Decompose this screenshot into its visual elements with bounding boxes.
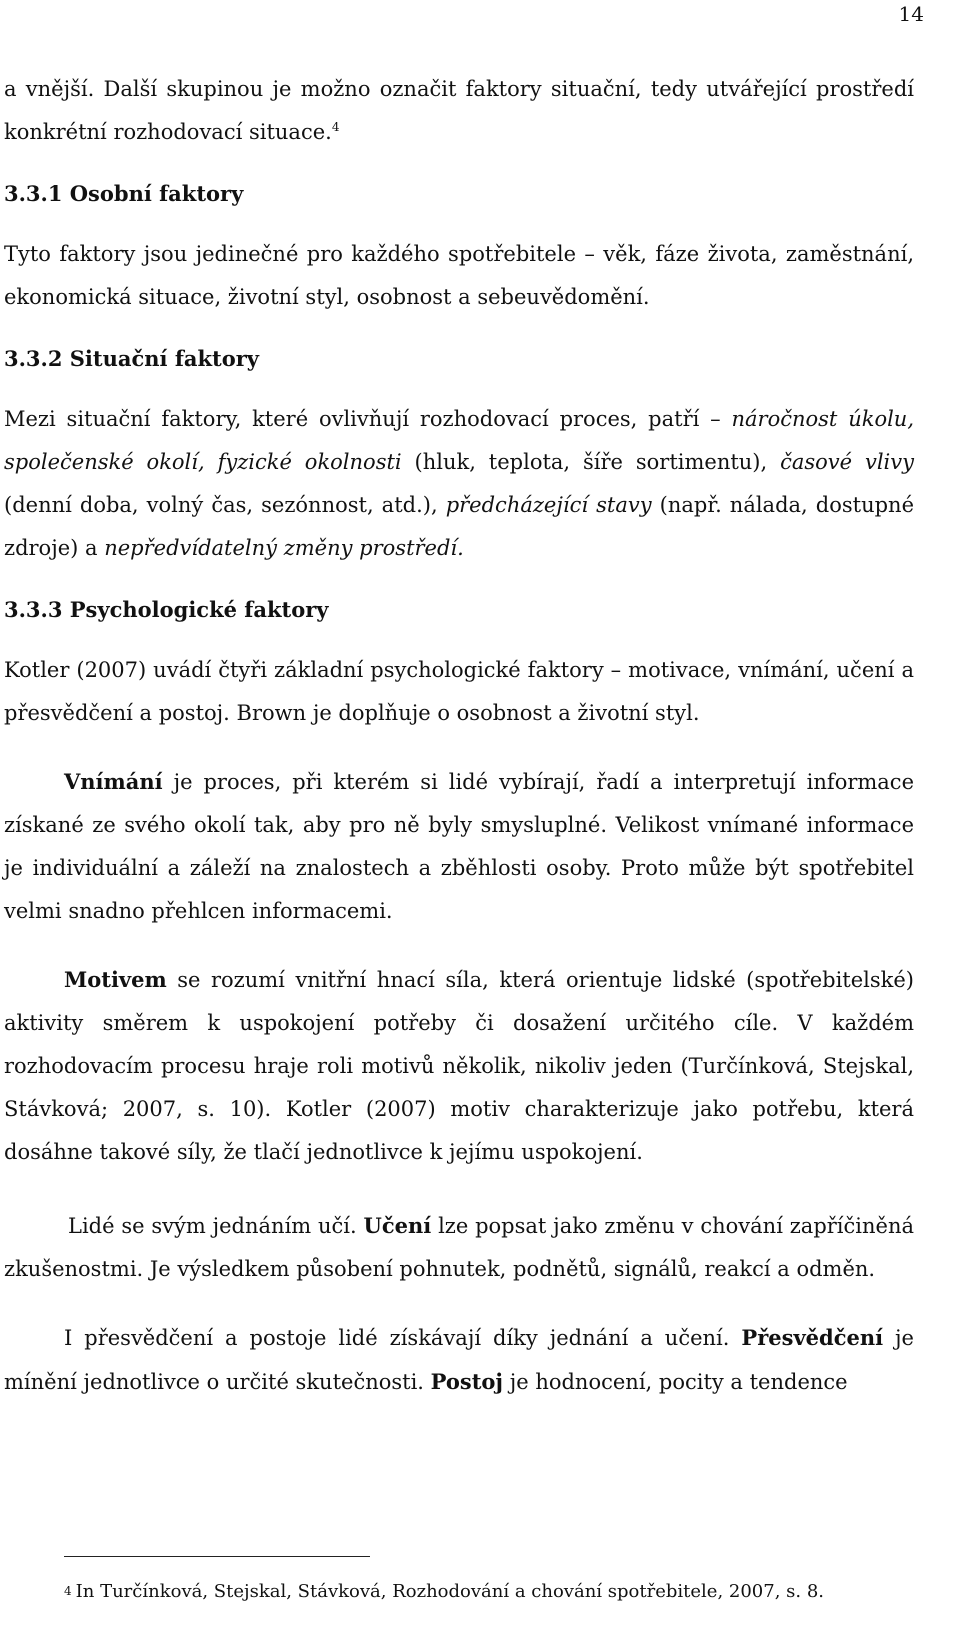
- intro-text: a vnější. Další skupinou je možno označit faktory situační, tedy utvářející prostředí konkrétní rozhodovací situace.: [4, 77, 914, 144]
- heading-situacni-faktory: 3.3.2 Situační faktory: [4, 346, 259, 371]
- term-motivem: Motivem: [64, 967, 167, 992]
- situacni-faktory-paragraph: Mezi situační faktory, které ovlivňují rozhodovací proces, patří – náročnost úkolu, společenské okolí, fyzické okolnosti (hluk, teplota, šíře sortimentu), časové vlivy (denní doba, volný čas, sezónnost, atd.), předcházející stavy (např. nálada, dostupné zdroje) a nepředvídatelný změny prostředí.: [4, 407, 914, 560]
- footnote-number: 4: [64, 1584, 72, 1598]
- page-body: [4, 68, 914, 1404]
- term-presvedceni: Přesvědčení: [741, 1325, 884, 1350]
- heading-osobni-faktory: 3.3.1 Osobní faktory: [4, 181, 244, 206]
- page-number: 14: [898, 2, 924, 26]
- footnote-reference[interactable]: 4: [331, 120, 340, 134]
- motiv-paragraph: Motivem se rozumí vnitřní hnací síla, která orientuje lidské (spotřebitelské) aktivity směrem k uspokojení potřeby či dosažení určitého cíle. V každém rozhodovacím procesu hraje roli motivů několik, nikoliv jeden (Turčínková, Stejskal, Stávková; 2007, s. 10). Kotler (2007) motiv charakterizuje jako potřebu, která dosáhne takové síly, že tlačí jednotlivce k jejímu uspokojení.: [4, 967, 914, 1164]
- vnimani-paragraph: Vnímání je proces, při kterém si lidé vybírají, řadí a interpretují informace získané ze svého okolí tak, aby pro ně byly smysluplné. Velikost vnímané informace je individuální a záleží na znalostech a zběhlosti osoby. Proto může být spotřebitel velmi snadno přehlcen informacemi.: [4, 769, 914, 923]
- footnote-divider: [64, 1556, 370, 1557]
- osobni-faktory-paragraph: Tyto faktory jsou jedinečné pro každého spotřebitele – věk, fáze života, zaměstnání, ekonomická situace, životní styl, osobnost a sebeuvědomění.: [4, 242, 914, 309]
- term-uceni: Učení: [363, 1213, 432, 1238]
- footnote: [64, 1578, 824, 1605]
- presvedceni-paragraph: I přesvědčení a postoje lidé získávají díky jednání a učení. Přesvědčení je mínění jednotlivce o určité skutečnosti. Postoj je hodnocení, pocity a tendence: [4, 1325, 914, 1394]
- term-vnimani: Vnímání: [64, 769, 163, 794]
- term-postoj: Postoj: [430, 1369, 504, 1394]
- footnote-text: In Turčínková, Stejskal, Stávková, Rozhodování a chování spotřebitele, 2007, s. 8.: [75, 1581, 824, 1602]
- heading-psychologicke-faktory: 3.3.3 Psychologické faktory: [4, 597, 329, 622]
- uceni-paragraph: Lidé se svým jednáním učí. Učení lze popsat jako změnu v chování zapříčiněná zkušenostmi. Je výsledkem působení pohnutek, podnětů, signálů, reakcí a odměn.: [4, 1213, 914, 1281]
- intro-paragraph: [4, 68, 914, 154]
- psychologicke-faktory-intro: Kotler (2007) uvádí čtyři základní psychologické faktory – motivace, vnímání, učení a přesvědčení a postoj. Brown je doplňuje o osobnost a životní styl.: [4, 658, 914, 725]
